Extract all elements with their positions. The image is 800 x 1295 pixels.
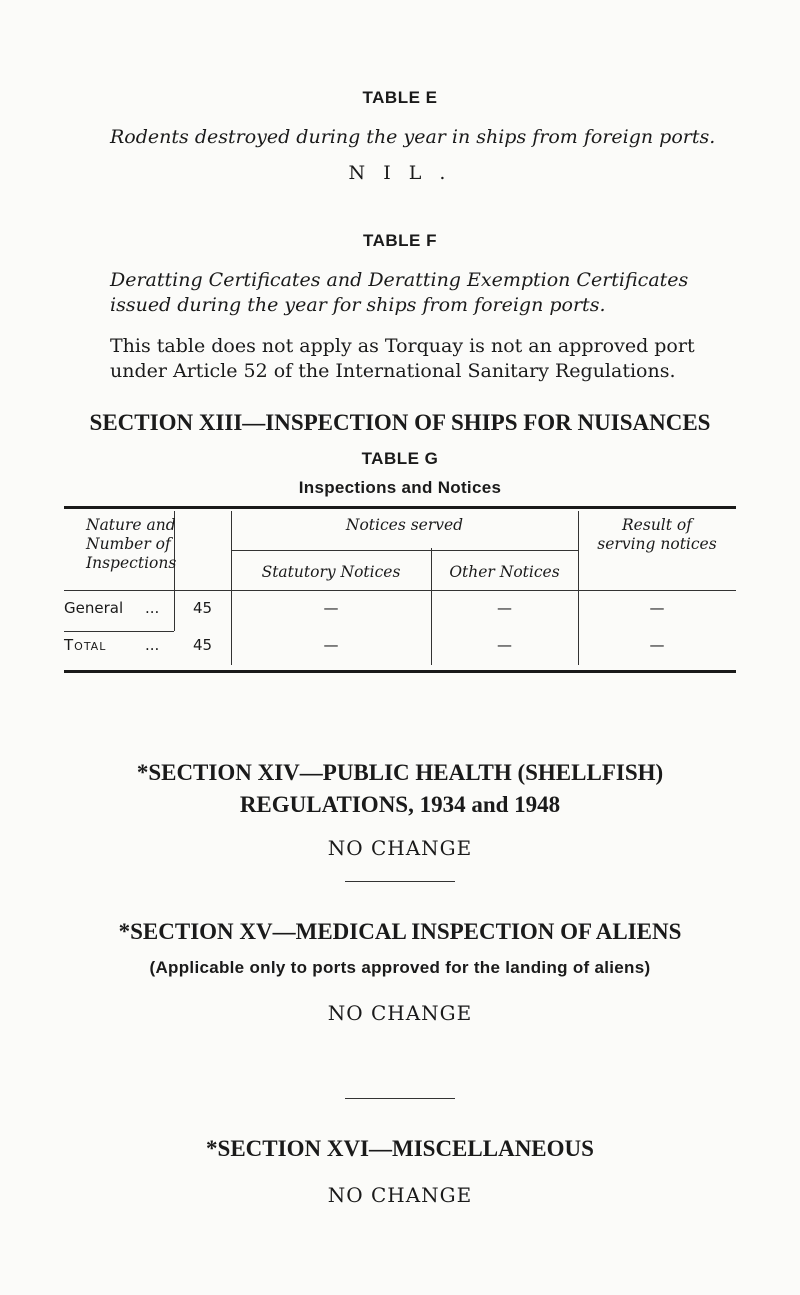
table-g-caption: Inspections and Notices bbox=[298, 478, 502, 497]
row-rule bbox=[64, 631, 174, 632]
header-rule bbox=[64, 590, 736, 591]
header-statutory-notices: Statutory Notices bbox=[261, 563, 401, 581]
section-16-status: NO CHANGE bbox=[327, 1183, 473, 1207]
table-e-result: N I L . bbox=[348, 162, 452, 184]
section-15-status: NO CHANGE bbox=[327, 1001, 473, 1025]
row-result: — bbox=[649, 636, 665, 654]
table-top-rule bbox=[64, 506, 736, 509]
section-divider bbox=[345, 881, 455, 882]
row-other: — bbox=[497, 636, 512, 654]
header-other-notices: Other Notices bbox=[449, 563, 560, 581]
section-14-heading-line: *SECTION XIV—PUBLIC HEALTH (SHELLFISH) bbox=[136, 760, 664, 785]
header-result-line: serving notices bbox=[597, 535, 717, 553]
section-15-heading: *SECTION XV—MEDICAL INSPECTION OF ALIENS bbox=[118, 919, 682, 944]
header-nature-line: Nature and bbox=[86, 516, 176, 534]
row-other: — bbox=[497, 599, 512, 617]
row-label: Total bbox=[64, 636, 107, 654]
section-14-heading bbox=[0, 757, 800, 821]
row-label: General bbox=[64, 599, 124, 617]
section-13-heading: SECTION XIII—INSPECTION OF SHIPS FOR NUISANCES bbox=[89, 410, 711, 435]
row-result: — bbox=[649, 599, 665, 617]
table-e-heading: TABLE E bbox=[362, 88, 438, 107]
header-nature-line: Number of bbox=[86, 535, 171, 553]
header-result-line: Result of bbox=[622, 516, 692, 534]
row-statutory: — bbox=[323, 599, 339, 617]
table-g-heading: TABLE G bbox=[361, 449, 439, 468]
table-f-note: This table does not apply as Torquay is not an approved port under Article 52 of the International Sanitary Regulations. bbox=[110, 335, 695, 382]
header-nature-line: Inspections bbox=[86, 554, 177, 572]
row-leader-dots: ... bbox=[145, 636, 160, 654]
section-15-note: (Applicable only to ports approved for the landing of aliens) bbox=[149, 958, 651, 977]
table-bottom-rule bbox=[64, 670, 736, 673]
row-leader-dots: ... bbox=[145, 599, 160, 617]
section-14-status: NO CHANGE bbox=[327, 836, 473, 860]
section-14-heading-line: REGULATIONS, 1934 and 1948 bbox=[239, 792, 561, 817]
header-result bbox=[578, 516, 736, 554]
section-16-heading: *SECTION XVI—MISCELLANEOUS bbox=[206, 1136, 594, 1161]
header-notices-served: Notices served bbox=[345, 516, 464, 534]
row-number: 45 bbox=[192, 599, 213, 617]
section-divider bbox=[345, 1098, 455, 1099]
table-f-heading: TABLE F bbox=[362, 231, 437, 250]
table-e-caption: Rodents destroyed during the year in ships from foreign ports. bbox=[110, 126, 716, 148]
table-f-caption: Deratting Certificates and Deratting Exemption Certificates issued during the year for ships from foreign ports. bbox=[110, 269, 689, 316]
row-number: 45 bbox=[192, 636, 213, 654]
header-nature bbox=[86, 516, 176, 573]
row-statutory: — bbox=[323, 636, 339, 654]
subheader-rule bbox=[231, 550, 578, 551]
